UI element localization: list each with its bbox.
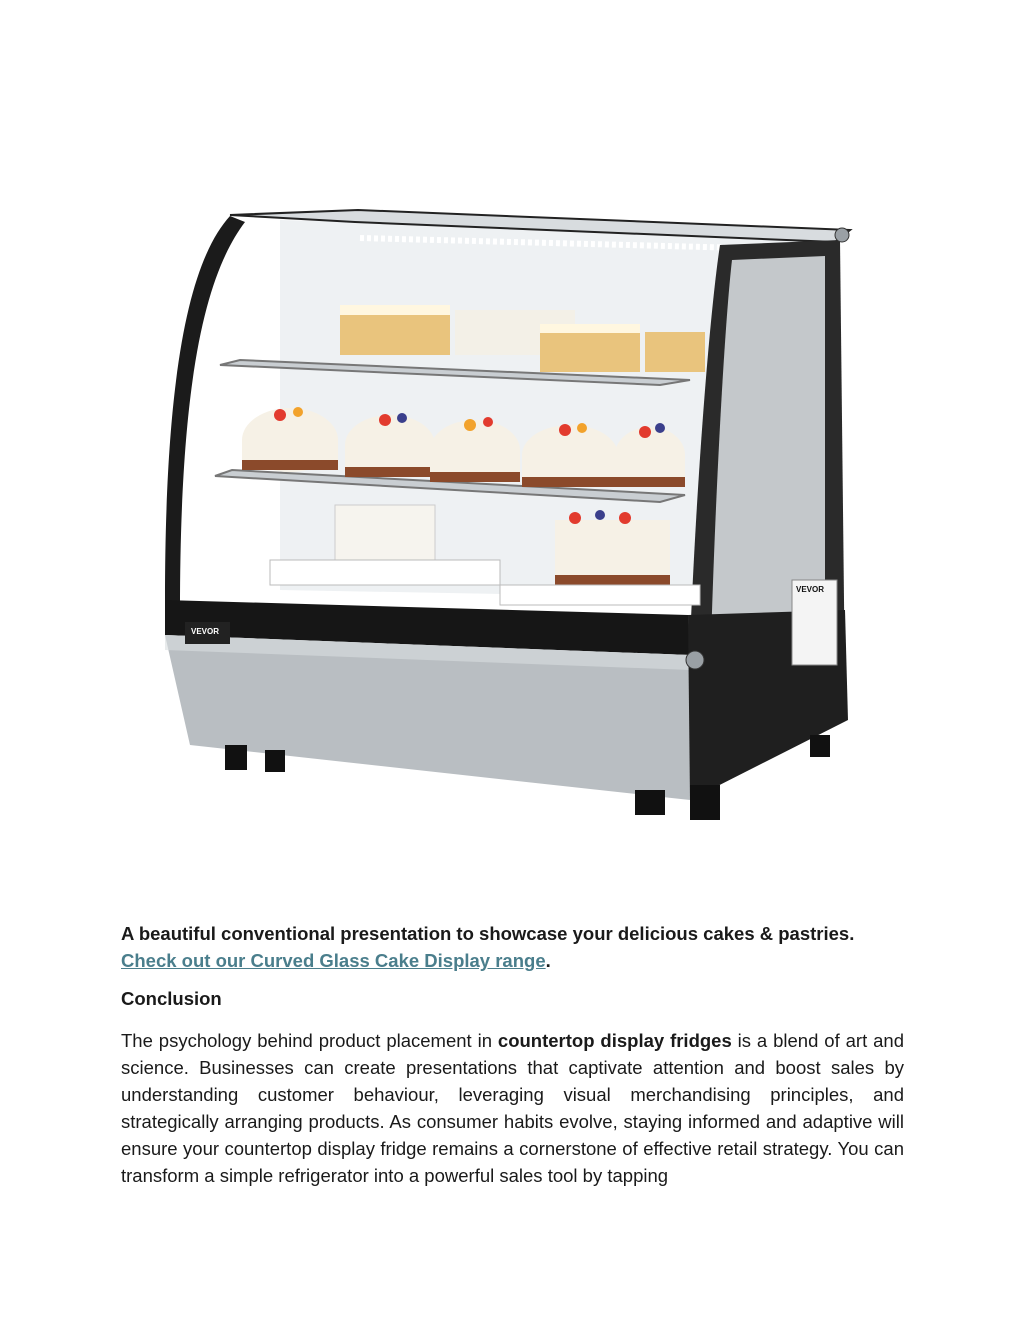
foot [810, 735, 830, 757]
curved-glass-cake-display-link[interactable]: Check out our Curved Glass Cake Display range [121, 950, 546, 971]
side-knob [686, 651, 704, 669]
foot [635, 790, 665, 815]
paragraph-start: The psychology behind product placement in [121, 1030, 498, 1051]
conclusion-paragraph [121, 1027, 904, 1189]
foot [265, 750, 285, 772]
paragraph-bold-phrase: countertop display fridges [497, 1030, 732, 1051]
caption-text: A beautiful conventional presentation to showcase your delicious cakes & pastries. [121, 923, 855, 944]
left-curved-frame [165, 216, 245, 610]
product-photo-cake-display-fridge [120, 110, 910, 910]
brand-badge: VEVOR [191, 627, 220, 636]
top-knob [835, 228, 849, 242]
figure-caption [121, 920, 906, 974]
display-fridge-illustration [120, 110, 910, 910]
paragraph-rest: is a blend of art and science. Businesses can create presentations that captivate attention and boost sales by understanding customer behaviour, leveraging visual merchandising principles, and strategically arranging products. As consumer habits evolve, staying informed and adaptive will ensure your countertop display fridge remains a cornerstone of effective retail strategy. You can transform a simple refrigerator into a powerful sales tool by tapping [121, 1030, 904, 1186]
foot [225, 745, 247, 770]
caption-link-suffix: . [545, 950, 551, 971]
conclusion-heading: Conclusion [121, 988, 222, 1009]
foot [690, 785, 720, 820]
spec-label-brand: VEVOR [796, 585, 825, 594]
